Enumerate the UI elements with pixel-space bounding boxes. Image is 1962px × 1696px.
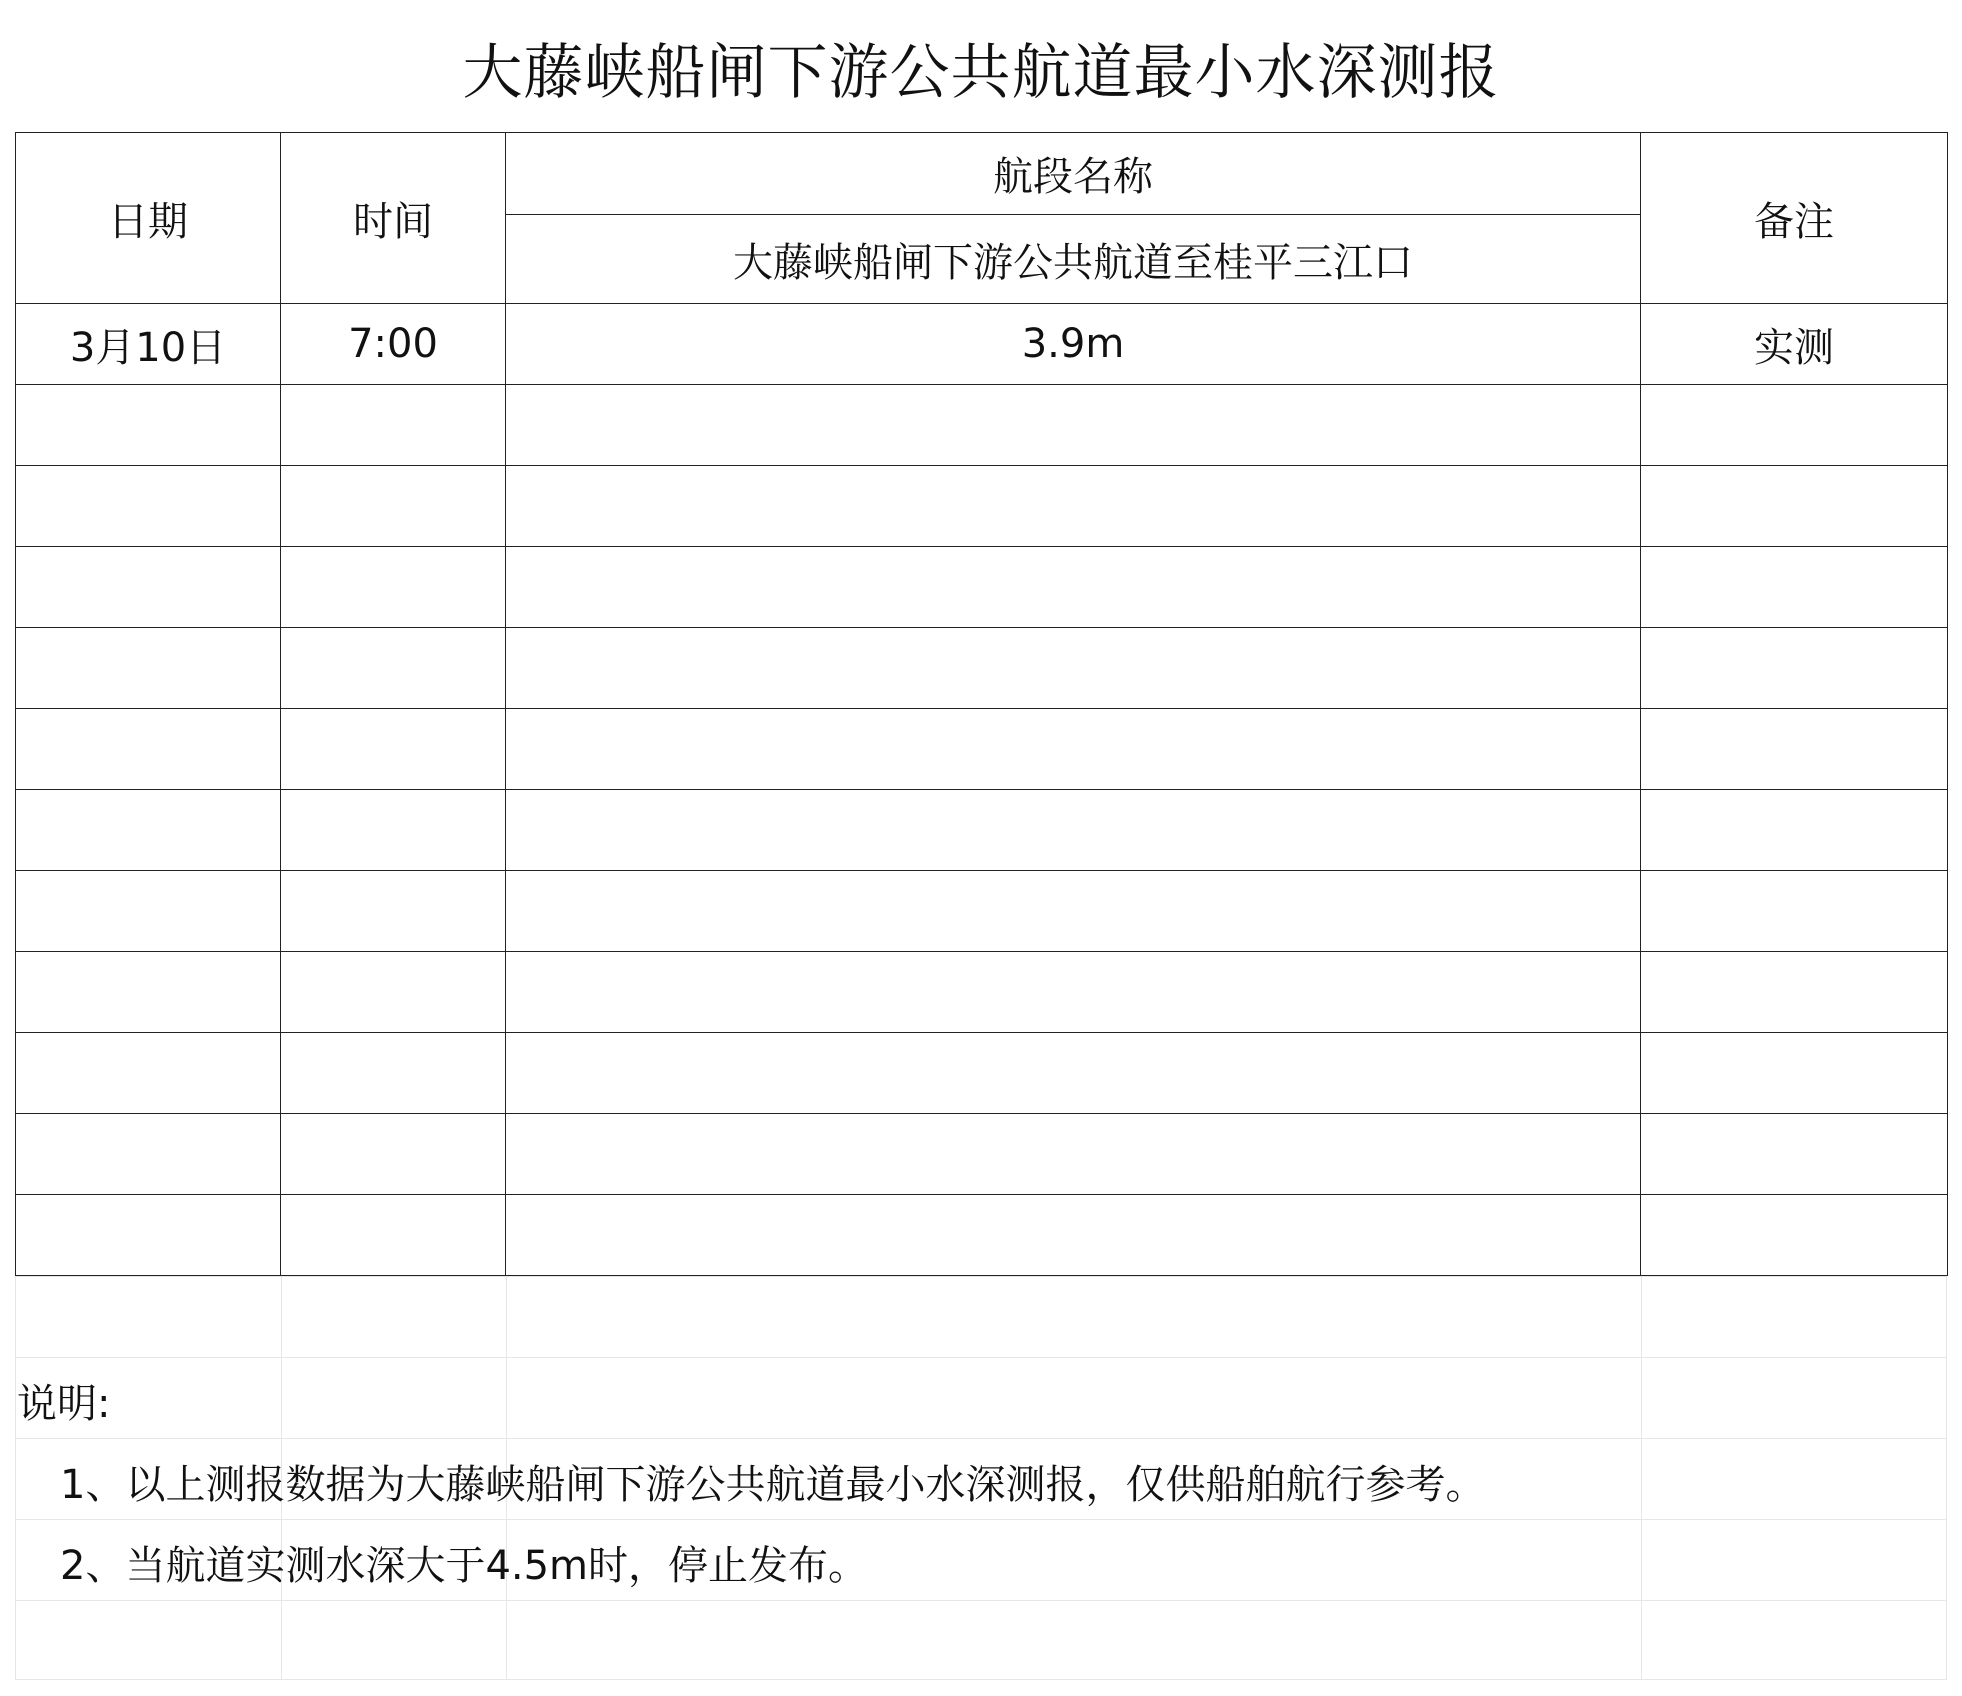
cell-date	[16, 1033, 281, 1114]
cell-remark	[1641, 952, 1948, 1033]
cell-date	[16, 709, 281, 790]
cell-depth	[506, 628, 1641, 709]
table-row	[16, 547, 1948, 628]
header-date: 日期	[16, 133, 281, 304]
cell-depth	[506, 952, 1641, 1033]
cell-depth	[506, 1195, 1641, 1276]
cell-remark	[1641, 1195, 1948, 1276]
cell-depth	[506, 385, 1641, 466]
cell-remark	[1641, 1114, 1948, 1195]
cell-time	[281, 1114, 506, 1195]
page-title: 大藤峡船闸下游公共航道最小水深测报	[15, 15, 1947, 132]
cell-remark	[1641, 1033, 1948, 1114]
cell-date	[16, 871, 281, 952]
cell-depth	[506, 1114, 1641, 1195]
table-row	[16, 304, 1948, 385]
table-row	[16, 628, 1948, 709]
cell-time: 7:00	[281, 304, 506, 385]
cell-remark	[1641, 547, 1948, 628]
cell-date	[16, 1114, 281, 1195]
cell-date	[16, 952, 281, 1033]
cell-date	[16, 1195, 281, 1276]
header-row	[16, 133, 1948, 215]
header-remark: 备注	[1641, 133, 1948, 304]
cell-depth	[506, 790, 1641, 871]
table-row	[16, 1114, 1948, 1195]
cell-time	[281, 466, 506, 547]
cell-date	[16, 628, 281, 709]
cell-time	[281, 1195, 506, 1276]
cell-time	[281, 952, 506, 1033]
cell-time	[281, 790, 506, 871]
table-row	[16, 709, 1948, 790]
header-segment-group: 航段名称	[506, 133, 1641, 215]
cell-depth	[506, 547, 1641, 628]
depth-report-table	[15, 132, 1948, 1276]
cell-remark	[1641, 628, 1948, 709]
note-item: 2、当航道实测水深大于4.5m时，停止发布。	[60, 1543, 869, 1589]
cell-remark	[1641, 790, 1948, 871]
table-row	[16, 790, 1948, 871]
cell-depth	[506, 709, 1641, 790]
cell-date	[16, 466, 281, 547]
cell-time	[281, 385, 506, 466]
cell-date	[16, 547, 281, 628]
cell-depth	[506, 1033, 1641, 1114]
cell-depth	[506, 466, 1641, 547]
notes-heading: 说明:	[17, 1381, 111, 1427]
table-row	[16, 871, 1948, 952]
cell-date	[16, 385, 281, 466]
table-row	[16, 385, 1948, 466]
note-item: 1、以上测报数据为大藤峡船闸下游公共航道最小水深测报，仅供船舶航行参考。	[60, 1462, 1486, 1508]
cell-time	[281, 628, 506, 709]
table-row	[16, 466, 1948, 547]
cell-remark	[1641, 385, 1948, 466]
cell-remark	[1641, 709, 1948, 790]
cell-remark: 实测	[1641, 304, 1948, 385]
cell-time	[281, 709, 506, 790]
header-time: 时间	[281, 133, 506, 304]
table-row	[16, 1195, 1948, 1276]
table-row	[16, 1033, 1948, 1114]
cell-date: 3月10日	[16, 304, 281, 385]
cell-date	[16, 790, 281, 871]
cell-remark	[1641, 466, 1948, 547]
cell-depth	[506, 871, 1641, 952]
table-row	[16, 952, 1948, 1033]
cell-time	[281, 547, 506, 628]
cell-depth: 3.9m	[506, 304, 1641, 385]
cell-time	[281, 871, 506, 952]
cell-time	[281, 1033, 506, 1114]
cell-remark	[1641, 871, 1948, 952]
header-segment: 大藤峡船闸下游公共航道至桂平三江口	[506, 215, 1641, 304]
